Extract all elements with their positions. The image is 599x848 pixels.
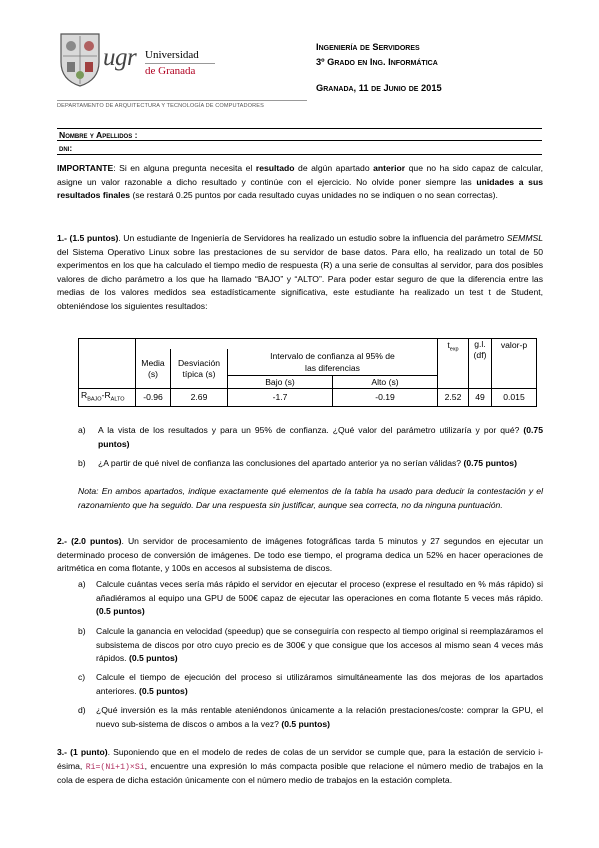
course-line-2: 3º Grado en Ing. Informática [316, 57, 438, 67]
important-bold-1: resultado [255, 163, 295, 173]
q2-d-points: (0.5 puntos) [281, 718, 331, 729]
q2-c-letter: c) [78, 672, 86, 682]
university-line-2: de Granada [145, 65, 196, 77]
q1-b-letter: b) [78, 458, 86, 468]
q1-b-text: ¿A partir de qué nivel de confianza las conclusiones del apartado anterior ya no serían válidas? [98, 458, 464, 468]
ugr-logo-text: ugr [103, 44, 137, 71]
name-label: Nombre y Apellidos : [59, 130, 138, 140]
q1-b-points: (0.75 puntos) [463, 458, 517, 468]
desviacion-header: Desviación típica (s) [171, 349, 228, 389]
t-value: 2.52 [438, 389, 469, 407]
important-text-3: que no ha sido capaz de calcular, asigne un valor razonable a dicho resultado y continúe con el ejercicio. No olvide poner siempre las [57, 163, 543, 187]
q2-b-points: (0.5 puntos) [128, 653, 178, 664]
q2-d-text: ¿Qué inversión es la más rentable ateniéndonos únicamente a la relación prestaciones/coste: comprar la GPU, el nuevo sub-sistema de discos o ambos a la vez? [96, 705, 543, 729]
gl-header: g.l. (df) [469, 339, 492, 389]
important-bold-3: unidades a sus resultados finales [57, 176, 543, 201]
p-value: 0.015 [492, 389, 537, 407]
q1-param: SEMMSL [506, 233, 544, 243]
university-line-1: Universidad [145, 48, 215, 64]
t-header-text: t [447, 340, 450, 350]
important-notice [57, 162, 543, 203]
table-empty-corner [79, 339, 136, 389]
q1-a-text: A la vista de los resultados y para un 95% de confianza. ¿Qué valor del parámetro utilizaría y por qué? [98, 425, 524, 435]
name-field[interactable] [57, 128, 542, 141]
q2-a-points: (0.5 puntos) [96, 606, 145, 617]
q3-text-1: . Suponiendo que en el modelo de redes de colas de un servidor se cumple que, para la estación de servicio i-ésima, [57, 747, 544, 771]
p-value-header: valor-p [492, 339, 537, 389]
q3-text-2: , encuentre una expresión lo más compacta posible que relacione el número medio de trabajos en la cola de espera de dicha estación únicamente con el número medio de trabajos en la estación completa. [57, 760, 544, 786]
t-exp-header [438, 339, 469, 389]
important-text-1: : Si en alguna pregunta necesita el [113, 163, 256, 173]
q1-a-points: (0.75 puntos) [98, 425, 543, 449]
q2-number: 2.- (2.0 puntos) [57, 536, 122, 546]
question-3-statement [57, 746, 543, 788]
q2-item-b [78, 625, 543, 666]
q2-b-text: Calcule la ganancia en velocidad (speedup) que se conseguiría con respecto al tiempo original si reemplazáramos el subsistema de discos por otro cuyo precio es de 300€ y que consigue que los accesos al mismo sean 4 veces más rápidos. [96, 626, 543, 664]
table-row [79, 389, 537, 407]
table-header-row-1 [79, 339, 537, 350]
exam-date: Granada, 11 de Junio de 2015 [316, 83, 442, 93]
q1-item-b [78, 457, 543, 471]
alto-header: Alto (s) [333, 376, 438, 389]
course-info [316, 40, 438, 70]
q2-item-c [78, 671, 543, 698]
bajo-header: Bajo (s) [228, 376, 333, 389]
t-header-sub: exp [449, 346, 459, 353]
question-2-statement [57, 535, 543, 576]
important-text-4: (se restará 0.25 puntos por cada resultado cuyas unidades no se indiquen o no sean correctas). [130, 190, 498, 201]
bajo-value: -1.7 [228, 389, 333, 407]
t-test-results-table [78, 338, 537, 407]
media-header: Media (s) [136, 349, 171, 389]
q2-b-letter: b) [78, 626, 86, 636]
desviacion-value: 2.69 [171, 389, 228, 407]
q1-a-letter: a) [78, 425, 86, 435]
row-label-sub1: BAJO [87, 396, 102, 403]
interval-header [228, 349, 438, 376]
q1-number: 1.- (1.5 puntos) [57, 233, 119, 243]
q2-item-d [78, 704, 543, 731]
q2-c-text: Calcule el tiempo de ejecución del proceso si utilizáramos simultáneamente las dos mejoras de los apartados anteriores. [96, 672, 543, 696]
important-bold-2: anterior [373, 163, 406, 173]
gl-value: 49 [469, 389, 492, 407]
table-top-spacer [136, 339, 438, 350]
dni-field[interactable] [57, 142, 542, 155]
q1-note: Nota: En ambos apartados, indique exactamente qué elementos de la tabla ha usado para deducir la contestación y el razonamiento que ha seguido. Dar una respuesta sin justificar, aunque sea correcta, no da ninguna puntuación. [78, 486, 543, 510]
q2-d-letter: d) [78, 705, 86, 715]
university-crest-icon [57, 30, 103, 88]
q1-text-2: del Sistema Operativo Linux sobre las prestaciones de su servidor de base datos. Para ello, ha realizado un total de 50 experimentos en los que ha calculado el tiempo medio de respuesta (R) a una serie de consultas al servidor, para dos posibles valores de dicho parámetro a los que ha llamado “BAJO” y “ALTO”. Para poder estar seguro de que la diferencia entre las medias de los valores medidos sea estadísticamente significativa, este estudiante ha realizado un test t de Student, obteniéndose los siguientes resultados: [57, 246, 543, 311]
question-1-statement [57, 232, 543, 314]
course-line-1: Ingeniería de Servidores [316, 42, 420, 52]
media-value: -0.96 [136, 389, 171, 407]
alto-value: -0.19 [333, 389, 438, 407]
q1-text-1: . Un estudiante de Ingeniería de Servidores ha realizado un estudio sobre la influencia del parámetro [118, 233, 507, 243]
important-text-2: de algún apartado [294, 163, 374, 173]
department-name: DEPARTAMENTO DE ARQUITECTURA Y TECNOLOGÍA DE COMPUTADORES [57, 103, 264, 109]
q2-c-points: (0.5 puntos) [139, 685, 188, 696]
q3-number: 3.- (1 punto) [57, 747, 108, 757]
row-label-sub2: ALTO [110, 396, 125, 403]
q2-a-text: Calcule cuántas veces sería más rápido el servidor en ejecutar el proceso (exprese el resultado en % más rápido) si añadiéramos al equipo una GPU de 500€ capaz de ejecutar las operaciones en coma flotante 5 veces más rápido. [96, 579, 543, 603]
q2-item-a [78, 578, 543, 619]
university-name [145, 48, 215, 79]
row-label [79, 389, 136, 407]
q3-formula: Ri=(Ni+1)×Si [85, 762, 145, 772]
row-label-r1: R [81, 390, 88, 400]
q2-a-letter: a) [78, 579, 86, 589]
important-label: IMPORTANTE [57, 163, 114, 173]
department-divider [57, 100, 307, 101]
row-label-r2: -R [101, 390, 111, 400]
q1-item-a [78, 424, 543, 451]
interval-header-text: Intervalo de confianza al 95% de las diferencias [270, 351, 395, 373]
q2-intro: . Un servidor de procesamiento de imágenes fotográficas tarda 5 minutos y 27 segundos en ejecutar un determinado proceso de conversión de imágenes. De todo ese tiempo, el programa dedica un 52% en hacer operaciones de aritmética en coma flotante, y 100s en accesos al subsistema de discos. [57, 536, 543, 574]
dni-label: dni: [59, 143, 73, 153]
